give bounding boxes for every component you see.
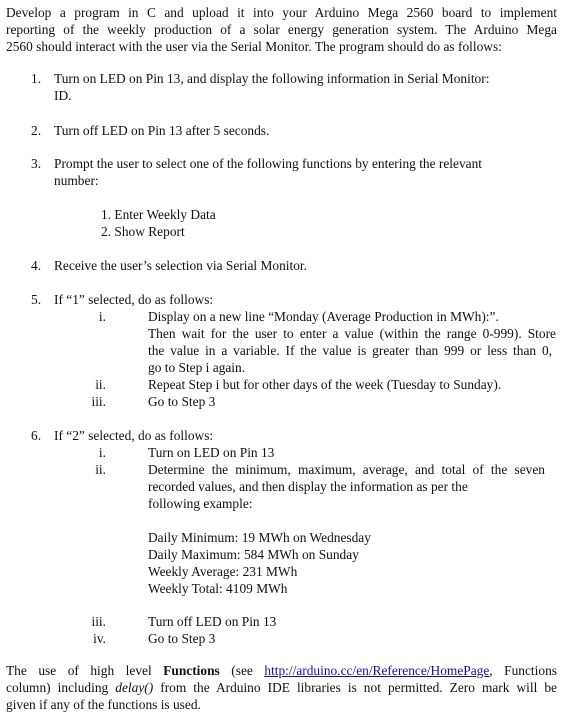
step-text: Turn off LED on Pin 13 after 5 seconds. — [54, 123, 270, 138]
example-line: Weekly Total: 4109 MWh — [148, 581, 288, 596]
substep-text: Determine the minimum, maximum, average, and total of the seven — [148, 462, 545, 477]
example-line: Daily Minimum: 19 MWh on Wednesday — [148, 530, 371, 545]
footer-line-1 — [6, 662, 557, 679]
example-line: Weekly Average: 231 MWh — [148, 564, 298, 579]
intro-line-1: Develop a program in C and upload it into your Arduino Mega 2560 board to implement — [6, 5, 557, 20]
substep-number: iv. — [93, 631, 106, 646]
intro-line-2: reporting of the weekly production of a solar energy generation system. The Arduino Mega — [6, 22, 557, 37]
footer-line-2 — [6, 679, 557, 696]
step-text-cont: ID. — [54, 88, 72, 103]
substep-number: iii. — [91, 394, 106, 409]
step-text: Receive the user’s selection via Serial Monitor. — [54, 258, 307, 273]
step-text: If “1” selected, do as follows: — [54, 292, 214, 307]
substep-text: Go to Step 3 — [148, 631, 216, 646]
footer-text: (see — [219, 663, 265, 678]
footer-text: column) including — [6, 680, 116, 695]
substep-number: i. — [98, 309, 106, 324]
substep-text: the value in a variable. If the value is greater than 999 or less than 0, — [148, 343, 552, 358]
substep-text: Then wait for the user to enter a value (within the range 0-999). Store — [148, 326, 556, 341]
footer-text: from the Arduino IDE libraries is not permitted. Zero mark will be — [153, 680, 557, 695]
substep-text: Turn on LED on Pin 13 — [148, 445, 275, 460]
substep-text: Display on a new line “Monday (Average Production in MWh):”. — [148, 309, 499, 324]
step-number: 5. — [31, 292, 42, 307]
substep-text: following example: — [148, 496, 253, 511]
substep-text: Go to Step 3 — [148, 394, 216, 409]
arduino-reference-link[interactable]: http://arduino.cc/en/Reference/HomePage — [264, 663, 490, 678]
step-text-cont: number: — [54, 173, 99, 188]
step-text: Turn on LED on Pin 13, and display the following information in Serial Monitor: — [54, 71, 490, 86]
substep-number: ii. — [95, 462, 106, 477]
substep-text: recorded values, and then display the information as per the — [148, 479, 468, 494]
functions-bold: Functions — [163, 663, 220, 678]
step-text: If “2” selected, do as follows: — [54, 428, 214, 443]
substep-text: go to Step i again. — [148, 360, 246, 375]
substep-number: iii. — [91, 614, 106, 629]
substep-number: i. — [98, 445, 106, 460]
substep-number: ii. — [95, 377, 106, 392]
example-line: Daily Maximum: 584 MWh on Sunday — [148, 547, 359, 562]
intro-line-3: 2560 should interact with the user via the Serial Monitor. The program should do as follows: — [6, 39, 502, 54]
menu-option-1: 1. Enter Weekly Data — [101, 207, 216, 222]
substep-text: Repeat Step i but for other days of the week (Tuesday to Sunday). — [148, 377, 502, 392]
substep-text: Turn off LED on Pin 13 — [148, 614, 277, 629]
step-number: 3. — [31, 156, 42, 171]
step-number: 4. — [31, 258, 42, 273]
footer-text: , Functions — [489, 663, 557, 678]
step-text: Prompt the user to select one of the following functions by entering the relevant — [54, 156, 483, 171]
step-number: 1. — [31, 71, 42, 86]
step-number: 6. — [31, 428, 42, 443]
menu-option-2: 2. Show Report — [101, 224, 185, 239]
delay-italic: delay() — [115, 680, 154, 695]
footer-text: The use of high level — [6, 663, 164, 678]
footer-line-3: given if any of the functions is used. — [6, 697, 201, 712]
step-number: 2. — [31, 123, 42, 138]
